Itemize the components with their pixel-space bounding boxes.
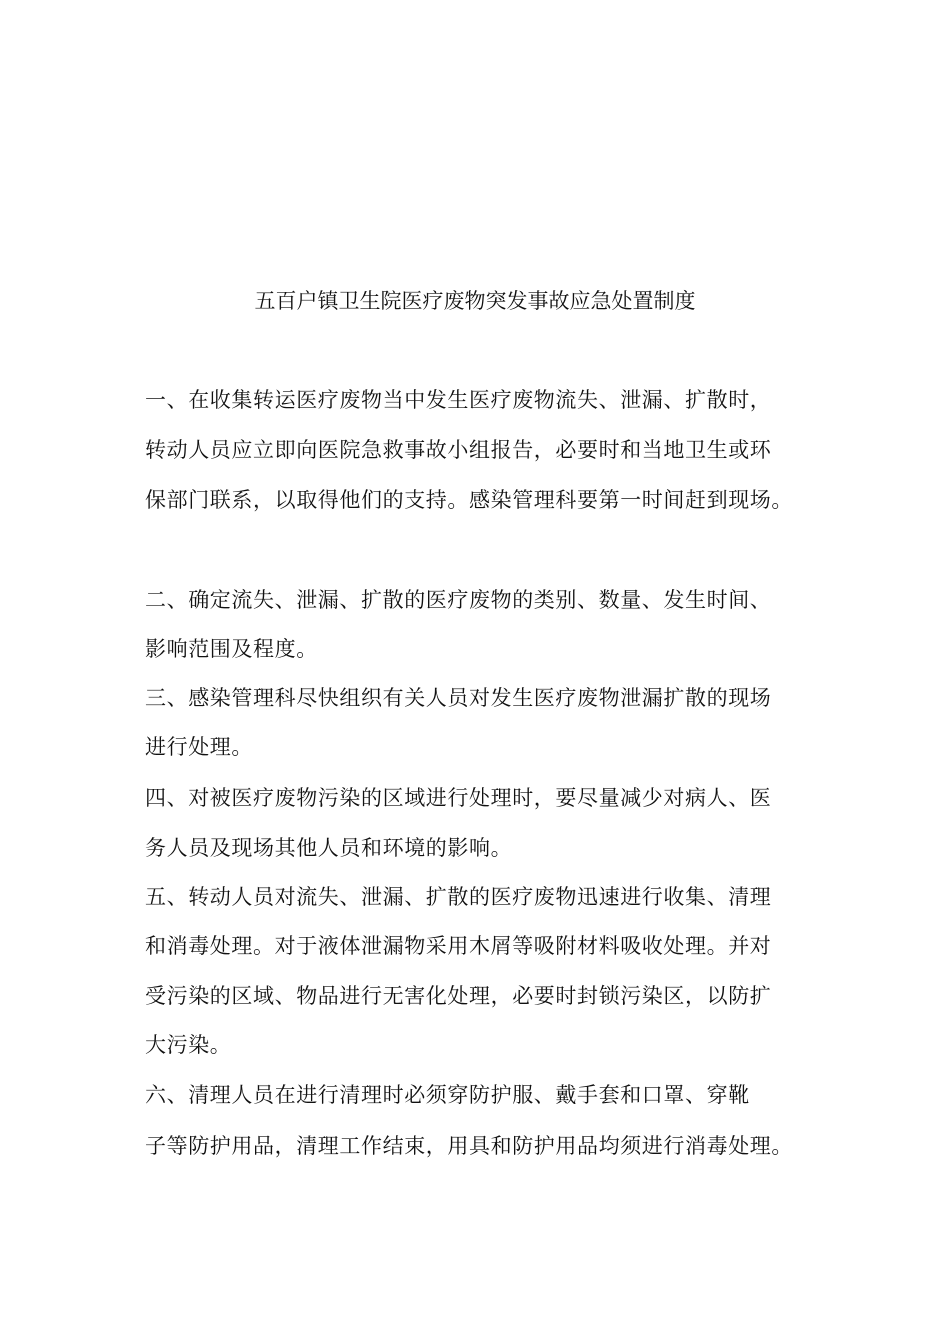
paragraph-5-line-2: 和消毒处理。对于液体泄漏物采用木屑等吸附材料吸收处理。并对 <box>145 934 772 958</box>
paragraph-4-line-2: 务人员及现场其他人员和环境的影响。 <box>145 836 513 860</box>
paragraph-6-line-1: 六、清理人员在进行清理时必须穿防护服、戴手套和口罩、穿靴 <box>145 1083 750 1107</box>
paragraph-6-line-2: 子等防护用品，清理工作结束，用具和防护用品均须进行消毒处理。 <box>145 1134 793 1158</box>
paragraph-5-line-4: 大污染。 <box>145 1033 232 1057</box>
paragraph-5-line-3: 受污染的区域、物品进行无害化处理，必要时封锁污染区，以防扩 <box>145 984 772 1008</box>
paragraph-3-line-1: 三、感染管理科尽快组织有关人员对发生医疗废物泄漏扩散的现场 <box>145 686 772 710</box>
paragraph-5-line-1: 五、转动人员对流失、泄漏、扩散的医疗废物迅速进行收集、清理 <box>145 885 772 909</box>
paragraph-2-line-1: 二、确定流失、泄漏、扩散的医疗废物的类别、数量、发生时间、 <box>145 588 772 612</box>
paragraph-3-line-2: 进行处理。 <box>145 735 253 759</box>
paragraph-1-line-3: 保部门联系，以取得他们的支持。感染管理科要第一时间赶到现场。 <box>145 488 793 512</box>
document-title: 五百户镇卫生院医疗废物突发事故应急处置制度 <box>254 289 696 313</box>
paragraph-1-line-2: 转动人员应立即向医院急救事故小组报告，必要时和当地卫生或环 <box>145 438 772 462</box>
paragraph-2-line-2: 影响范围及程度。 <box>145 637 318 661</box>
paragraph-1-line-1: 一、在收集转运医疗废物当中发生医疗废物流失、泄漏、扩散时， <box>145 388 772 412</box>
paragraph-4-line-1: 四、对被医疗废物污染的区域进行处理时，要尽量减少对病人、医 <box>145 786 772 810</box>
